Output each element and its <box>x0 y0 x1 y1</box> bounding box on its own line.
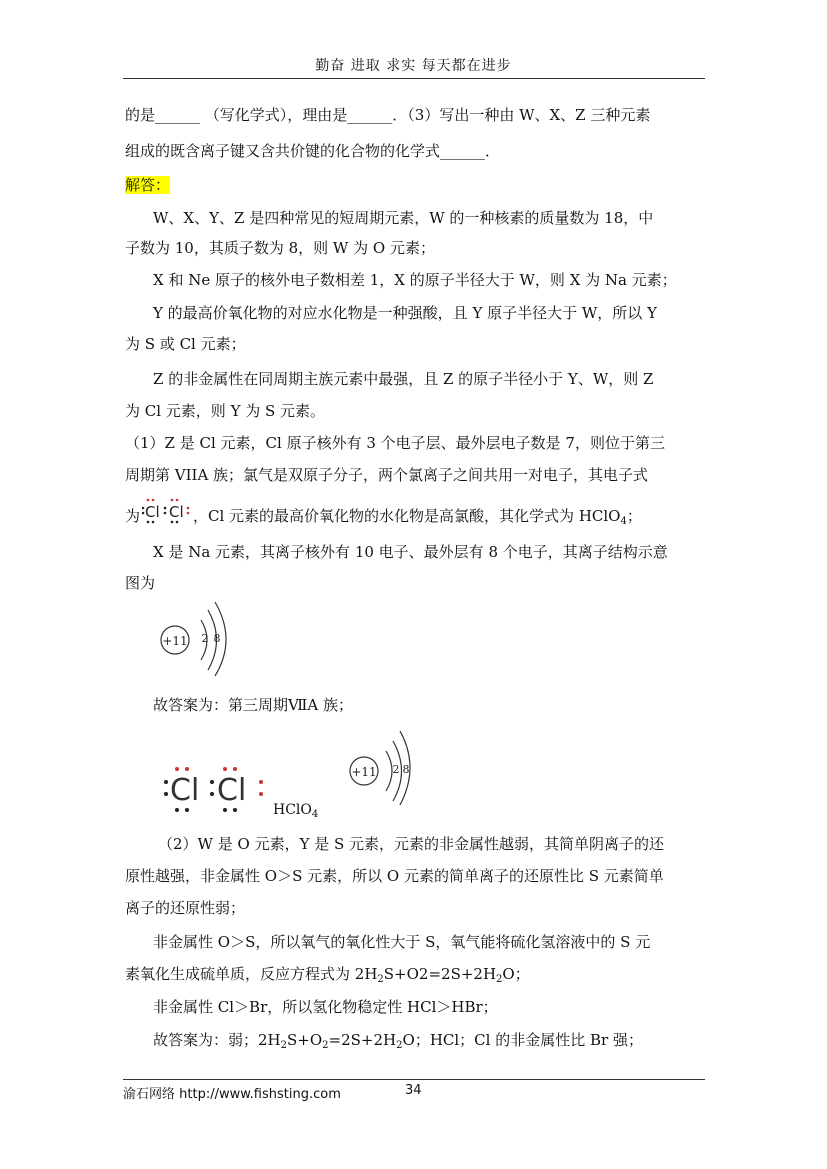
text-line: 故答案为：弱；$2H_2S+O_2=2S+2H_2O$；HCl；Cl 的非金属性比 Br 强； <box>153 1031 643 1051</box>
text-line: 离子的还原性弱； <box>125 899 246 917</box>
footer-site: 渝石网络 http://www.fishsting.com <box>123 1087 341 1102</box>
text-line: Y 的最高价氧化物的对应水化物是一种强酸，且 Y 原子半径大于 W，所以 Y <box>153 304 657 322</box>
na-ion-structure-diagram <box>155 600 235 678</box>
header-rule <box>123 78 705 79</box>
text-line: 周期第 VIIA 族；氯气是双原子分子，两个氯离子之间共用一对电子，其电子式 <box>125 466 649 484</box>
text-line: 非金属性 Cl＞Br，所以氢化物稳定性 HCl＞HBr； <box>153 998 498 1016</box>
text-line: （2）W 是 O 元素，Y 是 S 元素，元素的非金属性越弱，其简单阴离子的还 <box>158 835 665 853</box>
cl2-electron-dot-large <box>163 764 273 814</box>
page-number: 34 <box>405 1083 422 1098</box>
text-line: 组成的既含离子键又含共价键的化合物的化学式______． <box>125 142 501 160</box>
text-line: 图为 <box>125 574 156 592</box>
text-line: 为 <box>125 507 141 525</box>
svg-text:8: 8 <box>213 632 221 645</box>
text-line: X 和 Ne 原子的核外电子数相差 1，X 的原子半径大于 W，则 X 为 Na 元素； <box>153 271 677 289</box>
text-line: 素氧化生成硫单质，反应方程式为 $2H_2S+O2=2S+2H_2O$； <box>125 965 530 985</box>
svg-text:+11: +11 <box>351 765 377 779</box>
text-line: 的是______ （写化学式），理由是______．（3）写出一种由 W、X、Z 三种元素 <box>125 106 651 124</box>
na-ion-structure-diagram-answer <box>338 727 418 805</box>
cl-symbol: Cl <box>169 503 184 521</box>
cl-symbol: Cl <box>145 503 160 521</box>
text-line: 原性越强，非金属性 O＞S 元素，所以 O 元素的简单离子的还原性比 S 元素简单 <box>125 867 664 885</box>
svg-text:2: 2 <box>201 632 209 645</box>
answer-label: 解答： <box>125 176 171 194</box>
cl-symbol: Cl <box>170 773 200 808</box>
text-line: 子数为 10，其质子数为 8，则 W 为 O 元素； <box>125 239 435 257</box>
svg-text:2: 2 <box>392 763 400 776</box>
svg-text:8: 8 <box>402 763 410 776</box>
page-header: 勤奋 进取 求实 每天都在进步 <box>315 58 512 74</box>
text-line: W、X、Y、Z 是四种常见的短周期元素，W 的一种核素的质量数为 18，中 <box>153 209 654 227</box>
text-line: Z 的非金属性在同周期主族元素中最强，且 Z 的原子半径小于 Y、W，则 Z <box>153 370 654 388</box>
cl-symbol: Cl <box>217 773 247 808</box>
footer-rule <box>123 1079 705 1080</box>
text-line: 非金属性 O＞S，所以氧气的氧化性大于 S，氧气能将硫化氢溶液中的 S 元 <box>153 933 651 951</box>
text-line: 为 Cl 元素，则 Y 为 S 元素。 <box>125 402 326 420</box>
text-line: ，Cl 元素的最高价氧化物的水化物是高氯酸，其化学式为 HClO$_4$； <box>193 507 642 527</box>
svg-text:+11: +11 <box>162 634 188 648</box>
formula-hclo4: HClO$_4$ <box>273 802 319 820</box>
text-line: 为 S 或 Cl 元素； <box>125 335 246 353</box>
text-line: X 是 Na 元素，其离子核外有 10 电子、最外层有 8 个电子，其离子结构示意 <box>153 543 668 561</box>
text-line: 故答案为：第三周期ⅦA 族； <box>153 696 353 714</box>
cl2-electron-dot-small <box>142 497 192 525</box>
text-line: （1）Z 是 Cl 元素，Cl 原子核外有 3 个电子层、最外层电子数是 7，则位于第三 <box>125 434 665 452</box>
